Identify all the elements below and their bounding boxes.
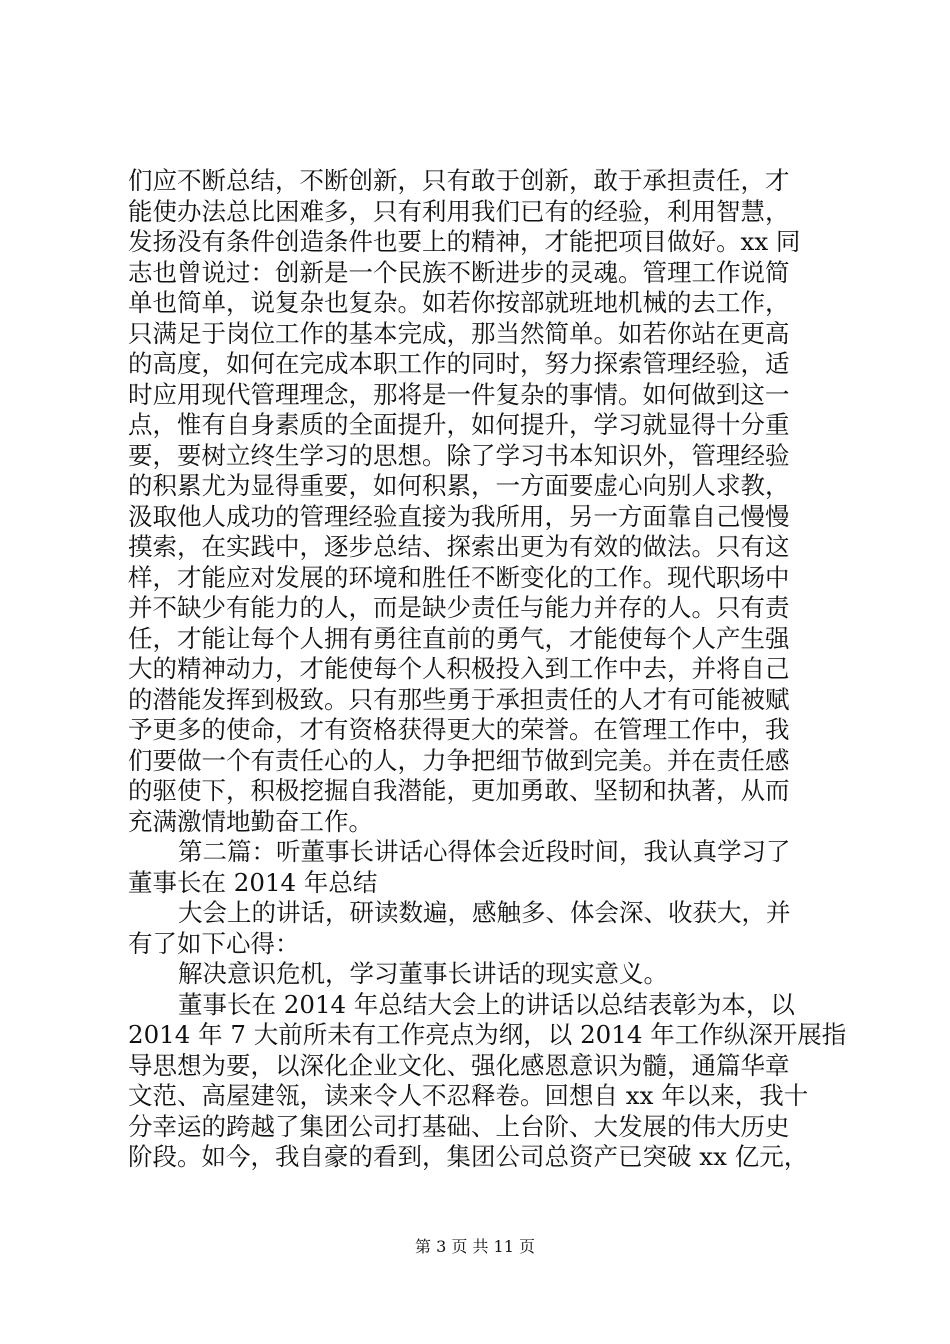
- text-line: 单也简单，说复杂也复杂。如若你按部就班地机械的去工作，: [128, 288, 790, 317]
- text-line: 予更多的使命，才有资格获得更大的荣誉。在管理工作中，我: [128, 715, 790, 744]
- text-line: 2014 年 7 大前所未有工作亮点为纲，以 2014 年工作纵深开展指: [128, 1020, 847, 1049]
- text-line: 分幸运的跨越了集团公司打基础、上台阶、大发展的伟大历史: [128, 1111, 790, 1141]
- text-line: 并不缺少有能力的人，而是缺少责任与能力并存的人。只有责: [128, 593, 790, 622]
- text-line: 董事长在 2014 年总结大会上的讲话以总结表彰为本，以: [178, 989, 795, 1019]
- text-line: 的潜能发挥到极致。只有那些勇于承担责任的人才有可能被赋: [128, 684, 790, 714]
- text-line: 能使办法总比困难多，只有利用我们已有的经验，利用智慧，: [128, 196, 790, 226]
- text-line: 摸索，在实践中，逐步总结、探索出更为有效的做法。只有这: [128, 532, 790, 561]
- text-line: 志也曾说过：创新是一个民族不断进步的灵魂。管理工作说简: [128, 257, 790, 287]
- section-heading-continued: 董事长在 2014 年总结: [128, 867, 378, 897]
- text-line: 充满激情地勤奋工作。: [128, 806, 373, 836]
- text-line: 大的精神动力，才能使每个人积极投入到工作中去，并将自己: [128, 654, 790, 683]
- document-body: [128, 166, 847, 1173]
- text-line: 大会上的讲话，研读数遍，感触多、体会深、收获大，并: [178, 898, 791, 927]
- text-line: 只满足于岗位工作的基本完成，那当然简单。如若你站在更高: [128, 318, 790, 348]
- text-line: 的积累尤为显得重要，如何积累，一方面要虚心向别人求教，: [128, 471, 790, 500]
- text-line: 文范、高屋建瓴，读来令人不忍释卷。回想自 xx 年以来，我十: [128, 1081, 809, 1110]
- text-line: 阶段。如今，我自豪的看到，集团公司总资产已突破 xx 亿元，: [128, 1142, 809, 1171]
- text-line: 们要做一个有责任心的人，力争把细节做到完美。并在责任感: [128, 745, 790, 775]
- text-line: 的驱使下，积极挖掘自我潜能，更加勇敢、坚韧和执著，从而: [128, 776, 790, 805]
- text-line: 导思想为要，以深化企业文化、强化感恩意识为髓，通篇华章: [128, 1050, 790, 1080]
- text-line: 汲取他人成功的管理经验直接为我所用，另一方面靠自己慢慢: [128, 501, 790, 531]
- text-line: 样，才能应对发展的环境和胜任不断变化的工作。现代职场中: [128, 562, 790, 592]
- text-line: 发扬没有条件创造条件也要上的精神，才能把项目做好。xx 同: [128, 227, 801, 256]
- text-line: 要，要树立终生学习的思想。除了学习书本知识外，管理经验: [128, 440, 790, 470]
- text-line: 们应不断总结，不断创新，只有敢于创新，敢于承担责任，才: [128, 166, 790, 195]
- text-line: 点，惟有自身素质的全面提升，如何提升，学习就显得十分重: [128, 410, 790, 439]
- text-line: 解决意识危机，学习董事长讲话的现实意义。: [178, 959, 668, 988]
- text-line: 有了如下心得：: [128, 928, 300, 958]
- text-line: 时应用现代管理理念，那将是一件复杂的事情。如何做到这一: [128, 379, 790, 409]
- section-heading: 第二篇：听董事长讲话心得体会近段时间，我认真学习了: [178, 837, 791, 866]
- text-line: 任，才能让每个人拥有勇往直前的勇气，才能使每个人产生强: [128, 623, 790, 653]
- page-number-footer: 第 3 页 共 11 页: [415, 1237, 535, 1256]
- text-line: 的高度，如何在完成本职工作的同时，努力探索管理经验，适: [128, 349, 790, 378]
